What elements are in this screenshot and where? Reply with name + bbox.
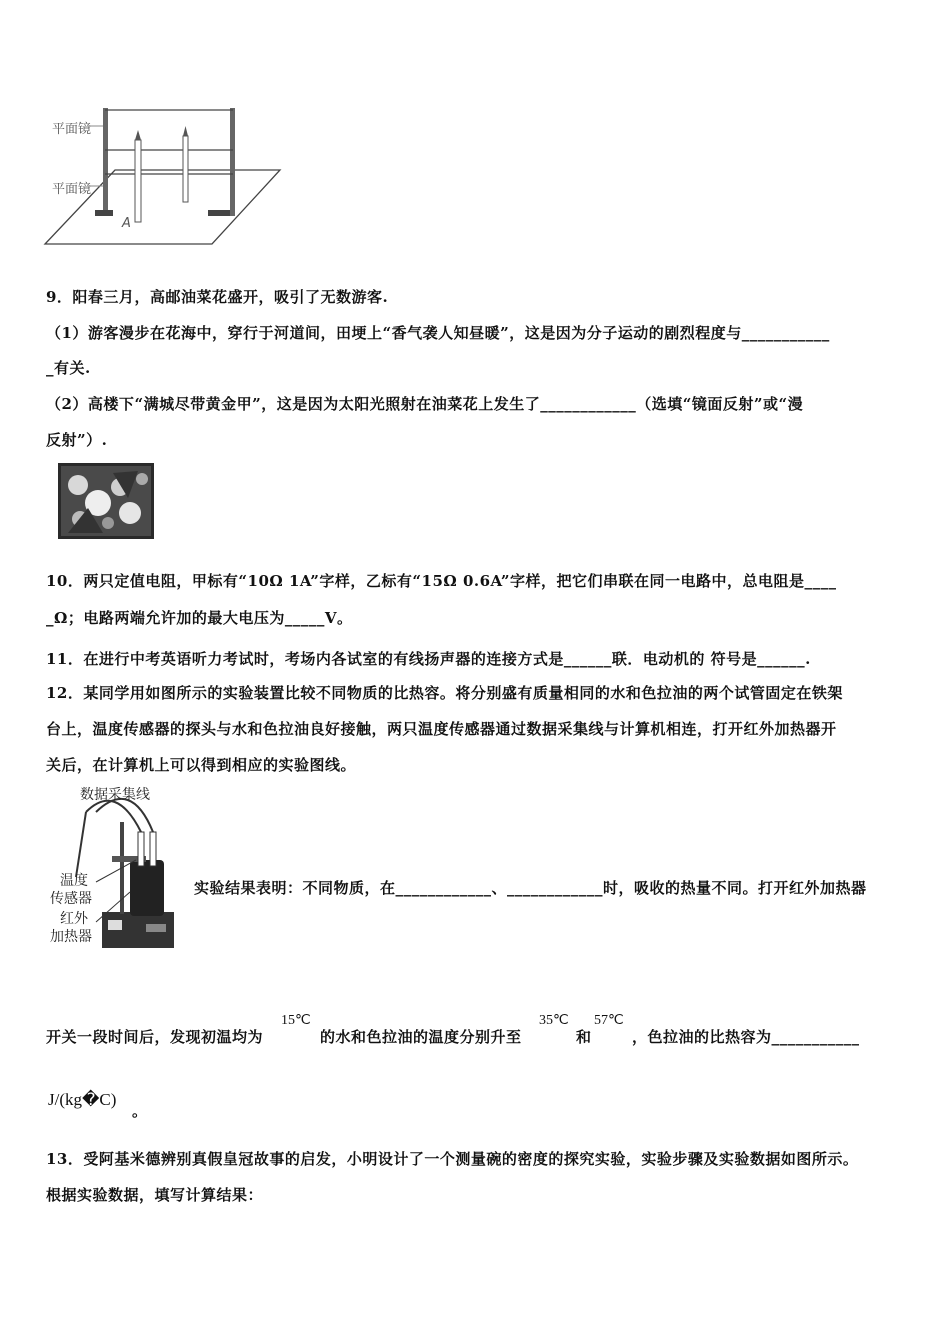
q13-line1: 13．受阿基米德辨别真假皇冠故事的启发，小明设计了一个测量碗的密度的探究实验，实验步骤及实验数据如图所示。: [46, 1150, 859, 1168]
q12-line1: 12．某同学用如图所示的实验装置比较不同物质的比热容。将分别盛有质量相同的水和色拉油的两个试管固定在铁架: [46, 684, 843, 702]
flower-photo: [58, 463, 154, 539]
q13-line2: 根据实验数据，填写计算结果：: [46, 1186, 264, 1204]
q9-part2-line1: （2）高楼下“满城尽带黄金甲”，这是因为太阳光照射在油菜花上发生了____________（选填“镜面反射”或“漫: [46, 395, 804, 413]
q12-line3: 关后，在计算机上可以得到相应的实验图线。: [46, 756, 357, 774]
oil-temp: 57℃: [594, 1013, 624, 1028]
mirror-label-bottom: 平面镜: [52, 182, 92, 197]
q11-line1: 11．在进行中考英语听力考试时，考场内各试室的有线扬声器的连接方式是______联．电动机的 符号是______.: [46, 650, 811, 668]
temp-sensor-label-1: 温度: [60, 873, 88, 889]
unit-tail: 。: [132, 1102, 148, 1120]
heater-label-2: 加热器: [50, 929, 92, 945]
q12-line5-a: 开关一段时间后，发现初温均为: [46, 1028, 264, 1046]
q12-result-text: 实验结果表明：不同物质，在____________、____________时，吸收的热量不同。打开红外加热器: [194, 879, 867, 897]
q12-line2: 台上，温度传感器的探头与水和色拉油良好接触，两只温度传感器通过数据采集线与计算机相连，打开红外加热器开: [46, 720, 837, 738]
q10-line2: _Ω；电路两端允许加的最大电压为_____V。: [46, 609, 353, 627]
temp-sensor-label-2: 传感器: [50, 891, 92, 907]
heater-apparatus-figure: [46, 782, 186, 958]
heater-label-1: 红外: [60, 911, 88, 927]
q12-line5-d: ，色拉油的比热容为___________: [632, 1028, 860, 1046]
flower-image: [58, 463, 154, 539]
q9-part1-line1: （1）游客漫步在花海中，穿行于河道间，田埂上“香气袭人知昼暖”，这是因为分子运动的剧烈程度与___________: [46, 324, 830, 342]
q9-part1-line2: _有关.: [46, 359, 91, 377]
initial-temp: 15℃: [281, 1013, 311, 1028]
data-line-label: 数据采集线: [80, 787, 150, 803]
mirror-figure: [40, 98, 290, 250]
point-a-label: A: [122, 216, 131, 231]
q9-part2-line2: 反射”）.: [46, 431, 108, 449]
specific-heat-unit: J/(kg�C): [48, 1090, 117, 1109]
mirror-label-top: 平面镜: [52, 122, 92, 137]
q12-line5-c: 和: [576, 1028, 592, 1046]
q9-stem: 9．阳春三月，高邮油菜花盛开，吸引了无数游客.: [46, 288, 389, 306]
q12-line5-b: 的水和色拉油的温度分别升至: [320, 1028, 522, 1046]
q10-line1: 10．两只定值电阻，甲标有“10Ω 1A”字样，乙标有“15Ω 0.6A”字样，把它们串联在同一电路中，总电阻是____: [46, 572, 837, 590]
water-temp: 35℃: [539, 1013, 569, 1028]
